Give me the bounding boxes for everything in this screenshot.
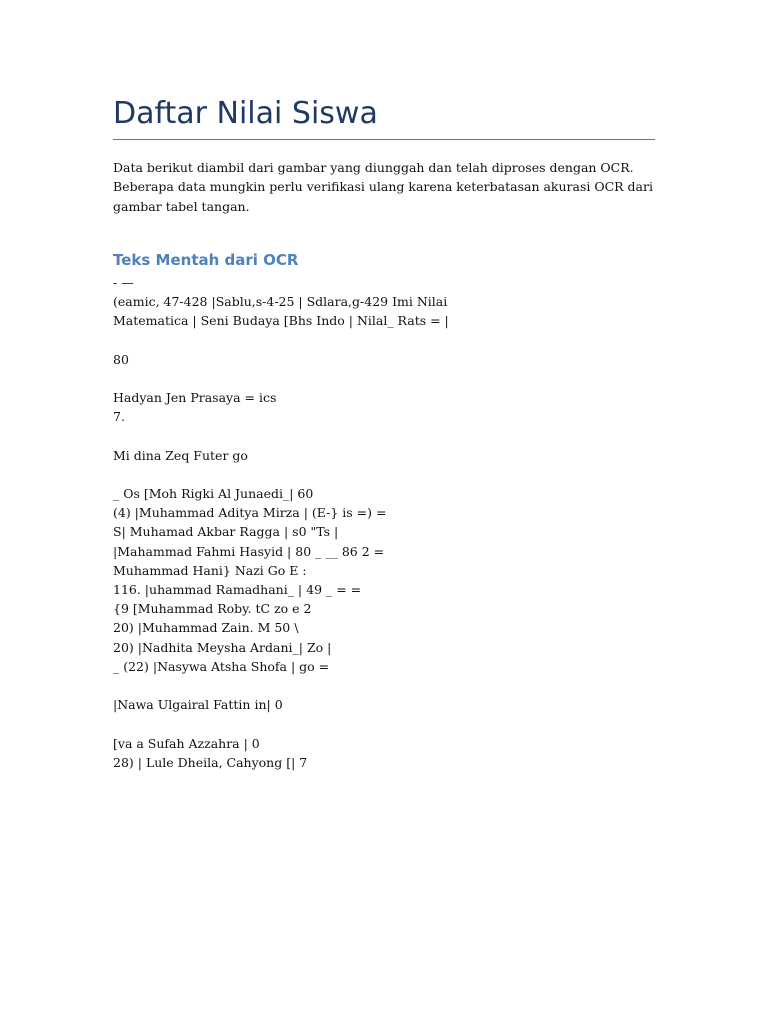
ocr-text-block <box>113 273 449 772</box>
ocr-line: Mi dina Zeq Futer go <box>113 447 248 463</box>
ocr-line: _ Os [Moh Rigki Al Junaedi_| 60 <box>113 486 314 502</box>
ocr-line: (eamic, 47-428 |Sablu,s-4-25 | Sdlara,g-429 Imi Nilai <box>113 294 448 310</box>
section-heading: Teks Mentah dari OCR <box>113 251 299 269</box>
ocr-line: |Nawa Ulgairal Fattin in| 0 <box>113 697 283 713</box>
ocr-line: Hadyan Jen Prasaya = ics <box>113 390 277 406</box>
ocr-blank-line <box>113 427 449 446</box>
ocr-line: 20) |Nadhita Meysha Ardani_| Zo | <box>113 639 332 655</box>
ocr-line: |Mahammad Fahmi Hasyid | 80 _ __ 86 2 = <box>113 543 385 559</box>
ocr-line: 7. <box>113 409 125 425</box>
ocr-line: Muhammad Hani} Nazi Go E : <box>113 562 307 578</box>
ocr-line: 20) |Muhammad Zain. M 50 \ <box>113 620 299 636</box>
intro-paragraph: Data berikut diambil dari gambar yang diunggah dan telah diproses dengan OCR. Beberapa data mungkin perlu verifikasi ulang karena keterbatasan akurasi OCR dari gambar tabel tangan. <box>113 160 653 214</box>
ocr-blank-line <box>113 714 449 733</box>
ocr-line: Matematica | Seni Budaya [Bhs Indo | Nilal_ Rats = | <box>113 313 449 329</box>
ocr-line: - — <box>113 275 134 290</box>
ocr-blank-line <box>113 331 449 350</box>
ocr-line: S| Muhamad Akbar Ragga | s0 "Ts | <box>113 524 339 540</box>
ocr-blank-line <box>113 465 449 484</box>
ocr-line: 116. |uhammad Ramadhani_ | 49 _ = = <box>113 582 362 597</box>
document-title: Daftar Nilai Siswa <box>113 96 378 131</box>
ocr-line: (4) |Muhammad Aditya Mirza | (E-} is =) = <box>113 505 387 521</box>
ocr-line: {9 [Muhammad Roby. tC zo e 2 <box>113 601 312 617</box>
ocr-blank-line <box>113 369 449 388</box>
title-divider <box>113 139 655 140</box>
ocr-line: [va a Sufah Azzahra | 0 <box>113 735 260 751</box>
ocr-blank-line <box>113 676 449 695</box>
ocr-line: 28) | Lule Dheila, Cahyong [| 7 <box>113 754 308 770</box>
ocr-line: 80 <box>113 351 129 367</box>
ocr-line: _ (22) |Nasywa Atsha Shofa | go = <box>113 658 330 674</box>
